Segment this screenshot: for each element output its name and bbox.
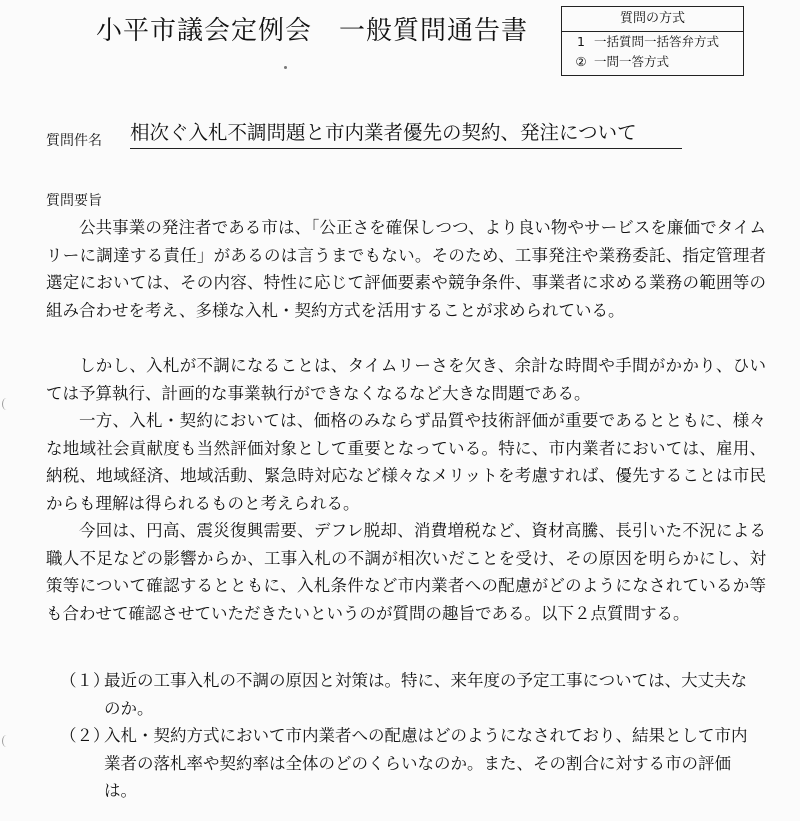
gist-paragraph: 一方、入札・契約においては、価格のみならず品質や技術評価が重要であるとともに、様々な地域社会貢献度も当然評価対象として重要となっている。特に、市内業者においては、雇用、納税、地域経済、地域活動、緊急時対応など様々なメリットを考慮すれば、優先することは市民からも理解は得られるものと考えられる。 xyxy=(46,411,767,513)
question-text: 入札・契約方式において市内業者への配慮はどのようになされており、結果として市内業者の落札率や契約率は全体のどのくらいなのか。また、その割合に対する市の評価は。 xyxy=(104,726,748,800)
subject-label: 質問件名 xyxy=(46,133,102,149)
method-option-one-by-one xyxy=(562,52,743,72)
document-title: 小平市議会定例会 一般質問通告書 xyxy=(96,16,529,46)
question-text: 最近の工事入札の不調の原因と対策は。特に、来年度の予定工事については、大丈夫なのか。 xyxy=(104,671,748,718)
question-number: （１） xyxy=(60,671,110,690)
gist-paragraph: しかし、入札が不調になることは、タイムリーさを欠き、余計な時間や手間がかかり、ひいては予算執行、計画的な事業執行ができなくなるなど大きな問題である。 xyxy=(46,356,766,403)
gist-label: 質問要旨 xyxy=(46,193,102,209)
method-option-label: 一括質問一括答弁方式 xyxy=(594,34,720,49)
question-item xyxy=(60,722,760,805)
method-option-number: ② xyxy=(575,54,587,69)
question-item xyxy=(60,667,760,722)
question-method-heading: 質問の方式 xyxy=(562,7,743,32)
gist-paragraph: 今回は、円高、震災復興需要、デフレ脱却、消費増税など、資材高騰、長引いた不況による職人不足などの影響からか、工事入札の不調が相次いだことを受け、その原因を明らかにし、対策等について確認するとともに、入札条件など市内業者への配慮がどのようになされているか等も合わせて確認させていただきたいというのが質問の趣旨である。以下２点質問する。 xyxy=(46,521,766,623)
scan-dot xyxy=(284,66,287,69)
scan-mark xyxy=(2,735,11,747)
gist-paragraph: 公共事業の発注者である市は、「公正さを確保しつつ、より良い物やサービスを廉価でタイムリーに調達する責任」があるのは言うまでもない。そのため、工事発注や業務委託、指定管理者選定においては、その内容、特性に応じて評価要素や競争条件、事業者に求める業務の範囲等の組み合わせを考え、多様な入札・契約方式を活用することが求められている。 xyxy=(46,218,766,320)
scan-mark xyxy=(2,398,11,410)
question-method-box xyxy=(561,6,744,76)
method-option-number: 1 xyxy=(577,34,585,49)
question-number: （２） xyxy=(60,726,110,745)
method-option-lump-sum xyxy=(562,32,743,52)
method-option-label: 一問一答方式 xyxy=(594,54,670,69)
subject-text: 相次ぐ入札不調問題と市内業者優先の契約、発注について xyxy=(130,118,682,149)
